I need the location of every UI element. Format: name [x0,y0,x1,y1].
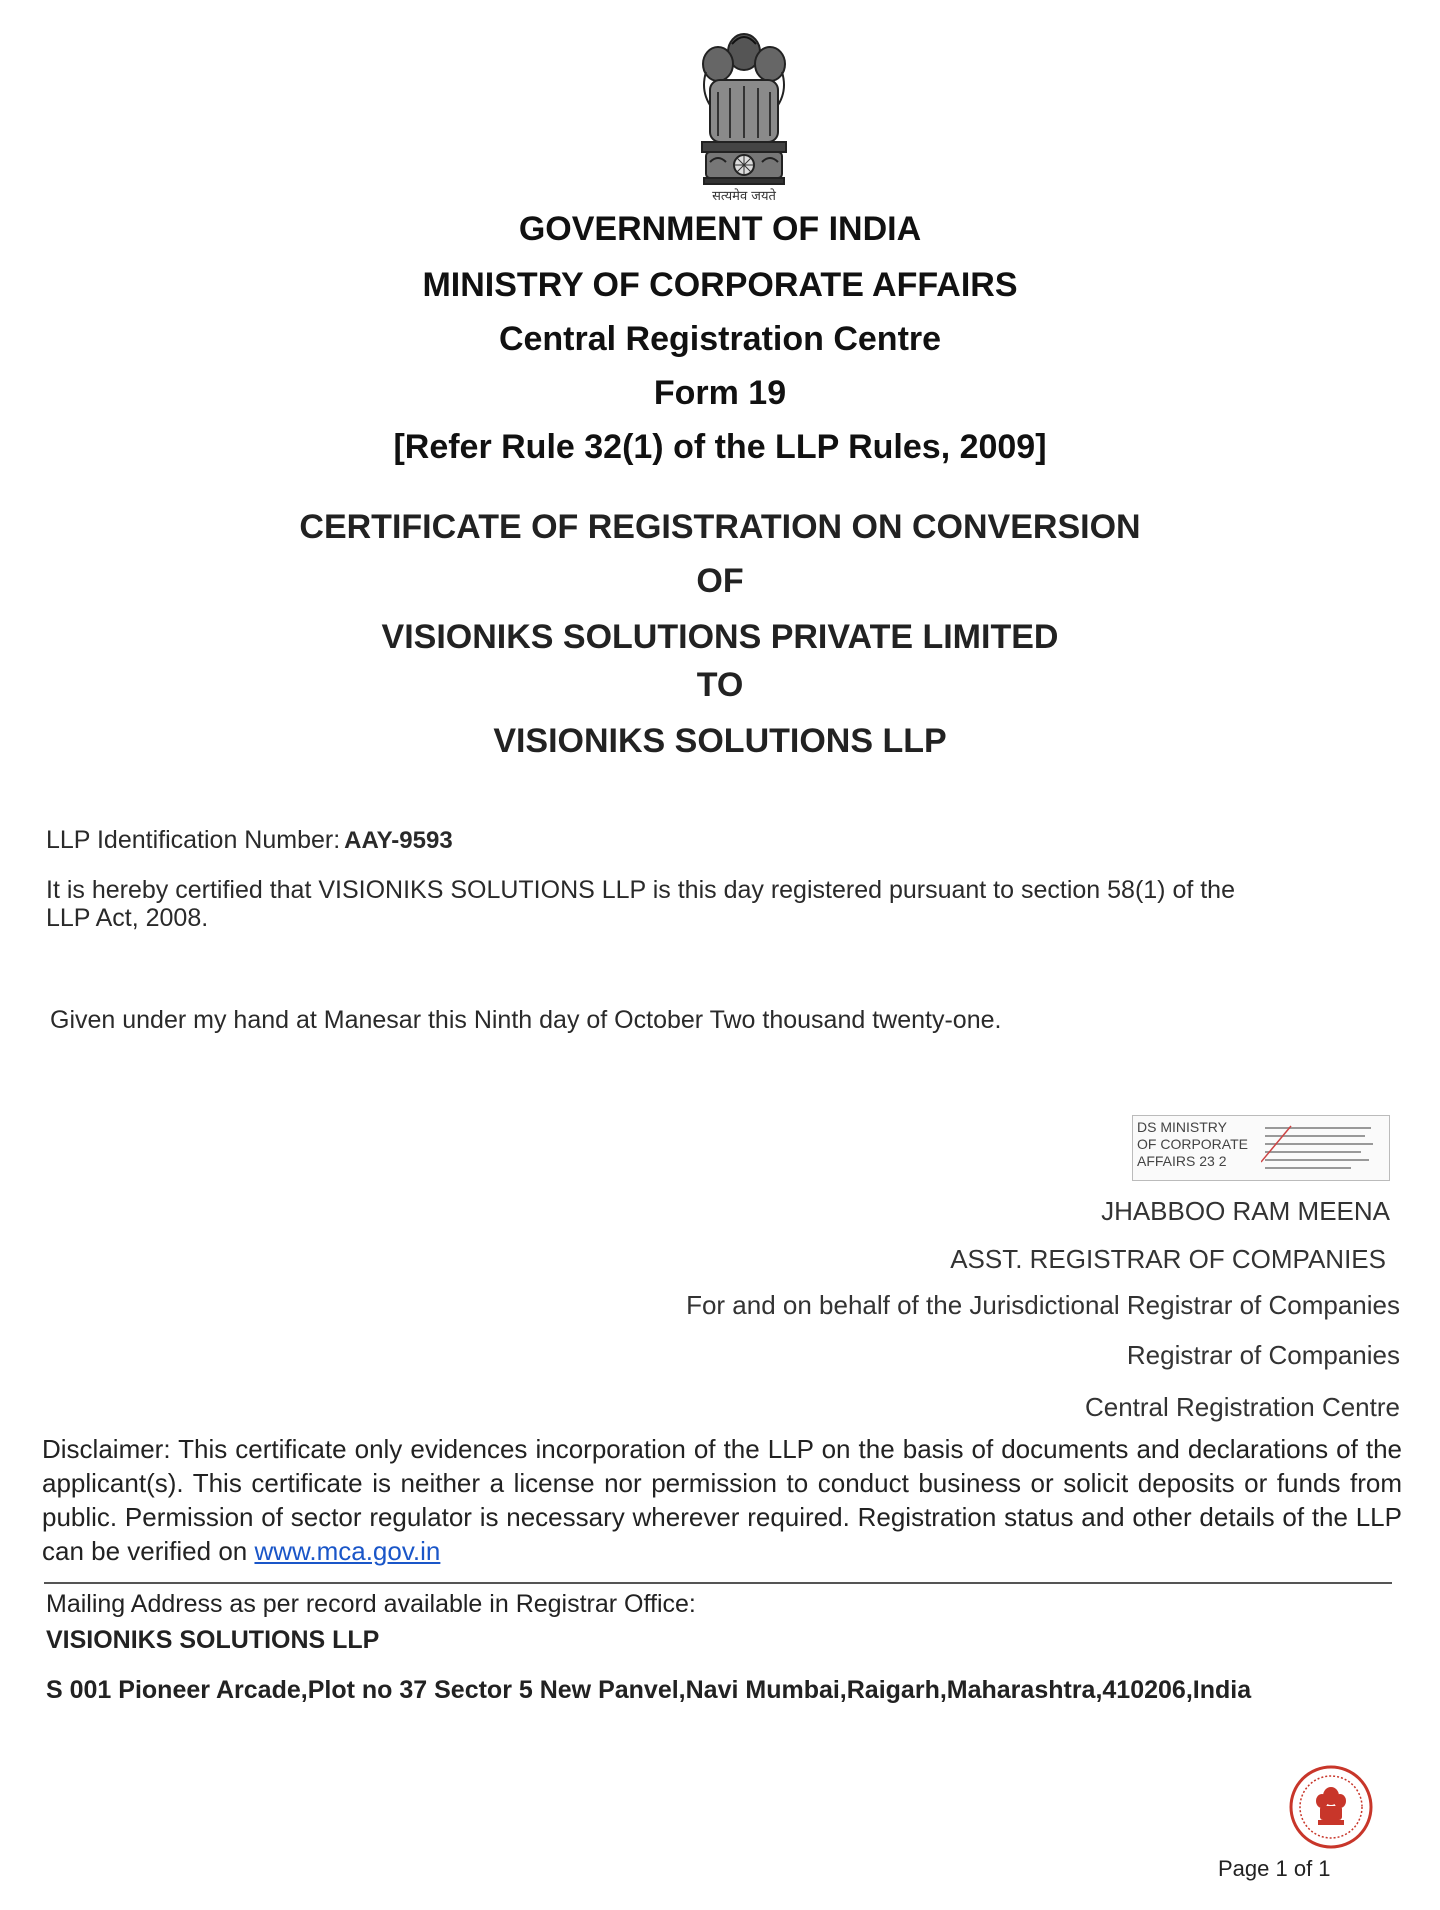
certified-line-1: It is hereby certified that VISIONIKS SOLUTIONS LLP is this day registered pursuant to section 58(1) of the [46,876,1235,904]
given-under-line: Given under my hand at Manesar this Ninth day of October Two thousand twenty-one. [50,1006,1002,1034]
mca-website-link[interactable]: www.mca.gov.in [254,1536,441,1566]
stamp-line-2: OF CORPORATE [1137,1136,1248,1152]
signature-stamp-text [1137,1119,1262,1170]
certificate-new-name: VISIONIKS SOLUTIONS LLP [493,722,947,760]
separator-line [44,1582,1392,1584]
disclaimer-text: Disclaimer: This certificate only evidences incorporation of the LLP on the basis of documents and declarations of the applicant(s). This certificate is neither a license nor permission to conduct business or solicit deposits or funds from public. Permission of sector regulator is necessary wherever required. Registration status and other details of the LLP can be verified on [42,1434,1402,1566]
llpin-label: LLP Identification Number: [46,826,341,854]
mailing-address: S 001 Pioneer Arcade,Plot no 37 Sector 5 New Panvel,Navi Mumbai,Raigarh,Maharashtra,410206,India [46,1676,1252,1704]
ministry-seal-icon [1286,1762,1376,1852]
header-form: Form 19 [653,374,787,412]
page-number: Page 1 of 1 [1218,1856,1331,1881]
certified-line-2: LLP Act, 2008. [46,904,209,932]
header-ministry: MINISTRY OF CORPORATE AFFAIRS [422,266,1018,304]
signatory-name: JHABBOO RAM MEENA [1101,1196,1390,1226]
stamp-line-3: AFFAIRS 23 2 [1137,1153,1227,1169]
certificate-title: CERTIFICATE OF REGISTRATION ON CONVERSION [299,508,1141,546]
disclaimer [42,1432,1402,1568]
mailing-label: Mailing Address as per record available in Registrar Office: [46,1590,696,1618]
signature-scribble-icon [1261,1122,1379,1174]
national-emblem-icon [688,22,800,202]
certificate-old-name: VISIONIKS SOLUTIONS PRIVATE LIMITED [381,618,1059,656]
header-government: GOVERNMENT OF INDIA [518,210,922,248]
mailing-name: VISIONIKS SOLUTIONS LLP [46,1626,380,1654]
llpin-row [46,826,453,855]
digital-signature-stamp [1132,1115,1390,1181]
signatory-designation: ASST. REGISTRAR OF COMPANIES [950,1244,1386,1274]
llpin-value: AAY-9593 [344,827,453,854]
signatory-office-registrar: Registrar of Companies [1126,1340,1400,1370]
header-rule: [Refer Rule 32(1) of the LLP Rules, 2009] [393,428,1047,466]
certificate-to: TO [696,666,744,704]
header-centre: Central Registration Centre [498,320,942,358]
signatory-office-centre: Central Registration Centre [1084,1392,1400,1422]
stamp-line-1: DS MINISTRY [1137,1119,1227,1135]
signatory-behalf: For and on behalf of the Jurisdictional Registrar of Companies [686,1290,1400,1320]
certificate-of: OF [696,562,744,600]
emblem-motto: सत्यमेव जयते [712,189,776,204]
